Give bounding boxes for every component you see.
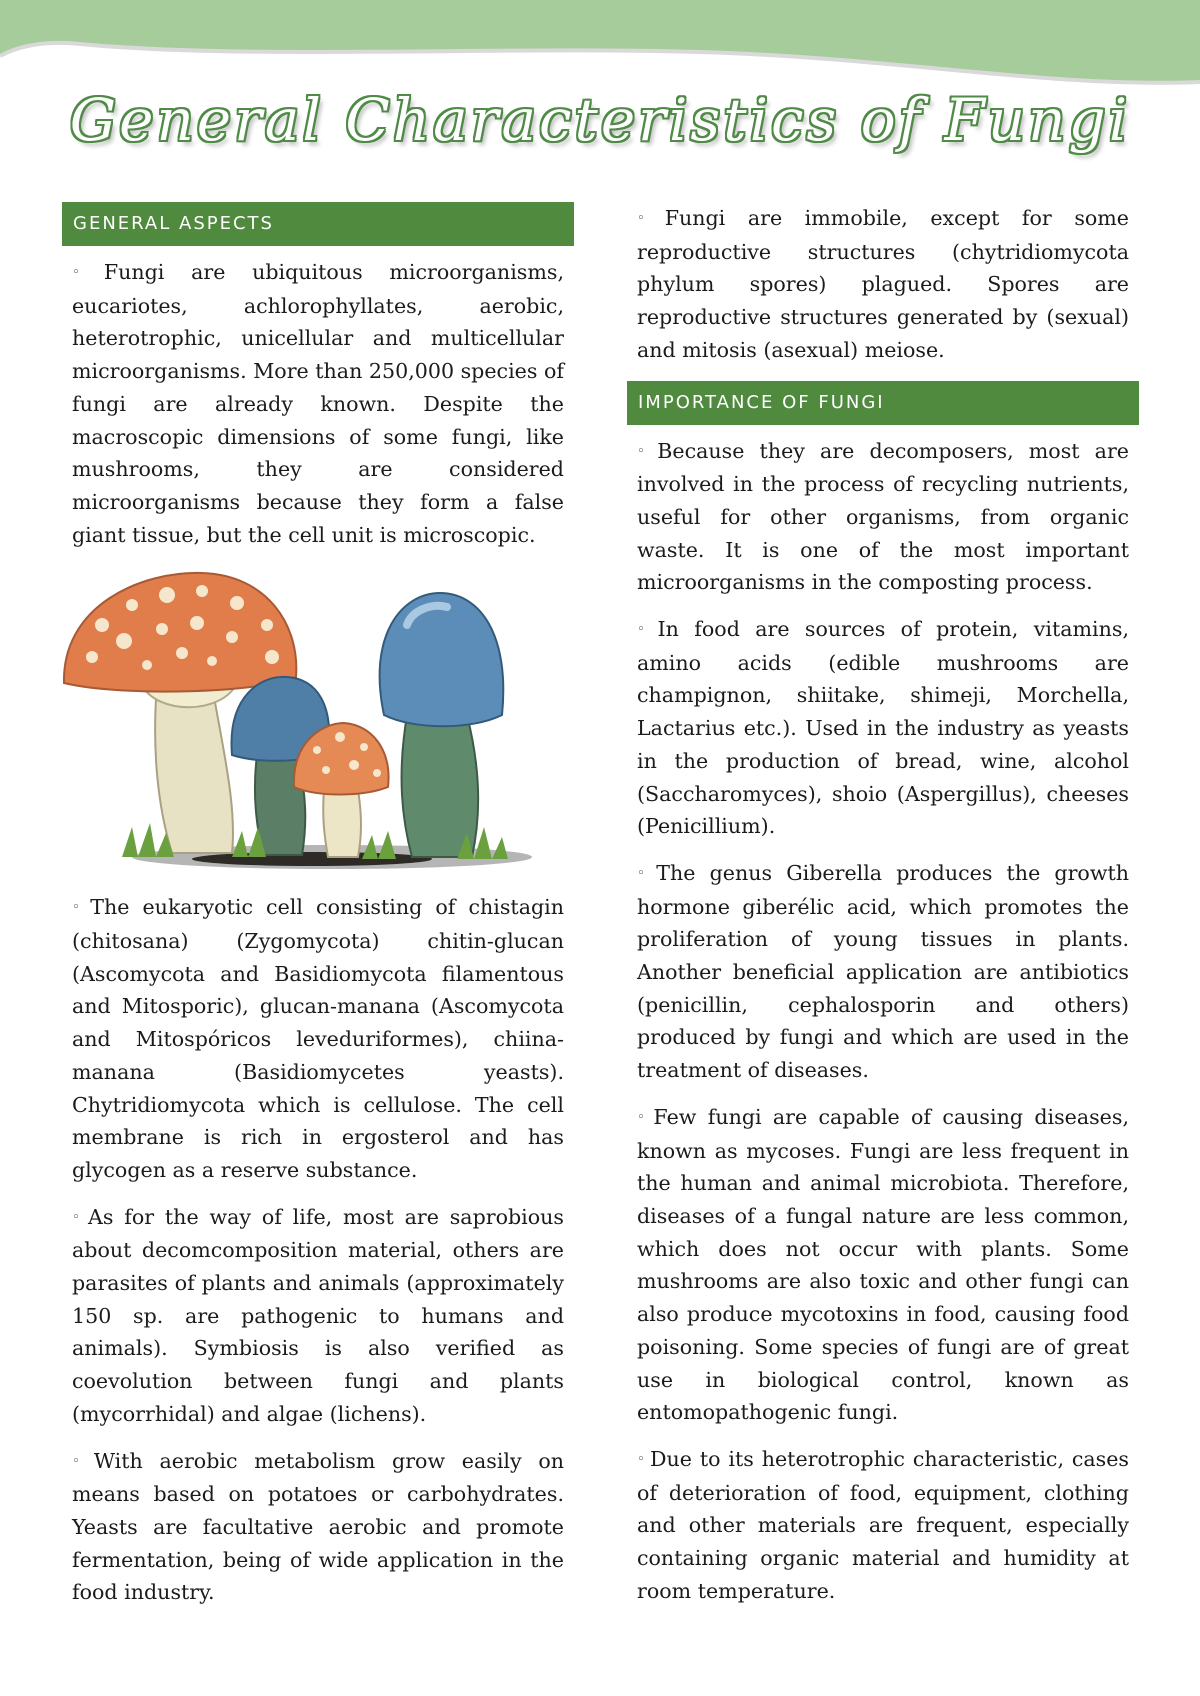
- bullet-icon: ◦: [637, 1109, 650, 1125]
- mushrooms-illustration: [62, 565, 554, 877]
- section-heading-general-aspects: GENERAL ASPECTS: [62, 202, 574, 246]
- bullet-icon: ◦: [637, 443, 654, 459]
- bullet-icon: ◦: [72, 1453, 90, 1469]
- paragraph-diseases: ◦ Few fungi are capable of causing diseases, known as mycoses. Fungi are less frequent in the human and animal microbiota. Therefore, diseases of a fungal nature are less common, which does not occur with plants. Some mushrooms are also toxic and other fungi can also produce mycotoxins in food, causing food poisoning. Some species of fungi are of great use in biological control, known as entomopathogenic fungi.: [637, 1104, 1129, 1425]
- paragraph-decomposers: ◦ Because they are decomposers, most are involved in the process of recycling nutrients, useful for other organisms, from organic waste. It is one of the most important microorganisms in the composting process.: [637, 438, 1129, 595]
- left-column: [62, 202, 574, 1623]
- bullet-icon: ◦: [637, 622, 654, 638]
- bullet-icon: ◦: [72, 1209, 84, 1225]
- paragraph-immobility: ◦ Fungi are immobile, except for some reproductive structures (chytridiomycota phylum spores) plagued. Spores are reproductive structures generated by (sexual) and mitosis (asexual) meiose.: [637, 206, 1129, 362]
- paragraph-deterioration: ◦ Due to its heterotrophic characteristic, cases of deterioration of food, equipment, clothing and other materials are frequent, especially containing organic material and humidity at room temperature.: [637, 1446, 1130, 1603]
- paragraph-fungi-overview: ◦ Fungi are ubiquitous microorganisms, eucariotes, achlorophyllates, aerobic, heterotrophic, unicellular and multicellular microorganisms. More than 250,000 species of fungi are already known. Despite the macroscopic dimensions of some fungi, like mushrooms, they are considered microorganisms because they form a false giant tissue, but the cell unit is microscopic.: [72, 260, 564, 547]
- section-heading-importance-of-fungi: IMPORTANCE OF FUNGI: [627, 381, 1139, 425]
- bullet-icon: ◦: [72, 900, 87, 916]
- paragraph-aerobic-metabolism: ◦ With aerobic metabolism grow easily on means based on potatoes or carbohydrates. Yeasts are facultative aerobic and promote fermentation, being of wide application in the food industry.: [72, 1448, 564, 1605]
- page-title: General Characteristics of Fungi: [69, 86, 1131, 154]
- paragraph-food-sources: ◦ In food are sources of protein, vitamins, amino acids (edible mushrooms are champignon, shiitake, shimeji, Morchella, Lactarius etc.). Used in the industry as yeasts in the production of bread, wine, alcohol (Saccharomyces), shoio (Aspergillus), cheeses (Penicillium).: [637, 617, 1129, 839]
- bullet-icon: ◦: [72, 265, 100, 280]
- bullet-icon: ◦: [637, 865, 653, 881]
- bullet-icon: ◦: [637, 211, 661, 226]
- bullet-icon: ◦: [637, 1451, 647, 1467]
- paragraph-way-of-life: ◦ As for the way of life, most are saprobious about decomcomposition material, others are parasites of plants and animals (approximately 150 sp. are pathogenic to humans and animals). Symbiosis is also verified as coevolution between fungi and plants (mycorrhidal) and algae (lichens).: [72, 1204, 565, 1426]
- paragraph-giberella: ◦ The genus Giberella produces the growth hormone giberélic acid, which promotes the proliferation of young tissues in plants. Another beneficial application are antibiotics (penicillin, cephalosporin and others) produced by fungi and which are used in the treatment of diseases.: [637, 860, 1129, 1083]
- paragraph-cell-composition: ◦ The eukaryotic cell consisting of chistagin (chitosana) (Zygomycota) chitin-glucan (Ascomycota and Basidiomycota filamentous and Mitosporic), glucan-manana (Ascomycota and Mitospóricos leveduriformes), chiina-manana (Basidiomycetes yeasts). Chytridiomycota which is cellulose. The cell membrane is rich in ergosterol and has glycogen as a reserve substance.: [72, 895, 565, 1182]
- right-column: [627, 202, 1139, 1621]
